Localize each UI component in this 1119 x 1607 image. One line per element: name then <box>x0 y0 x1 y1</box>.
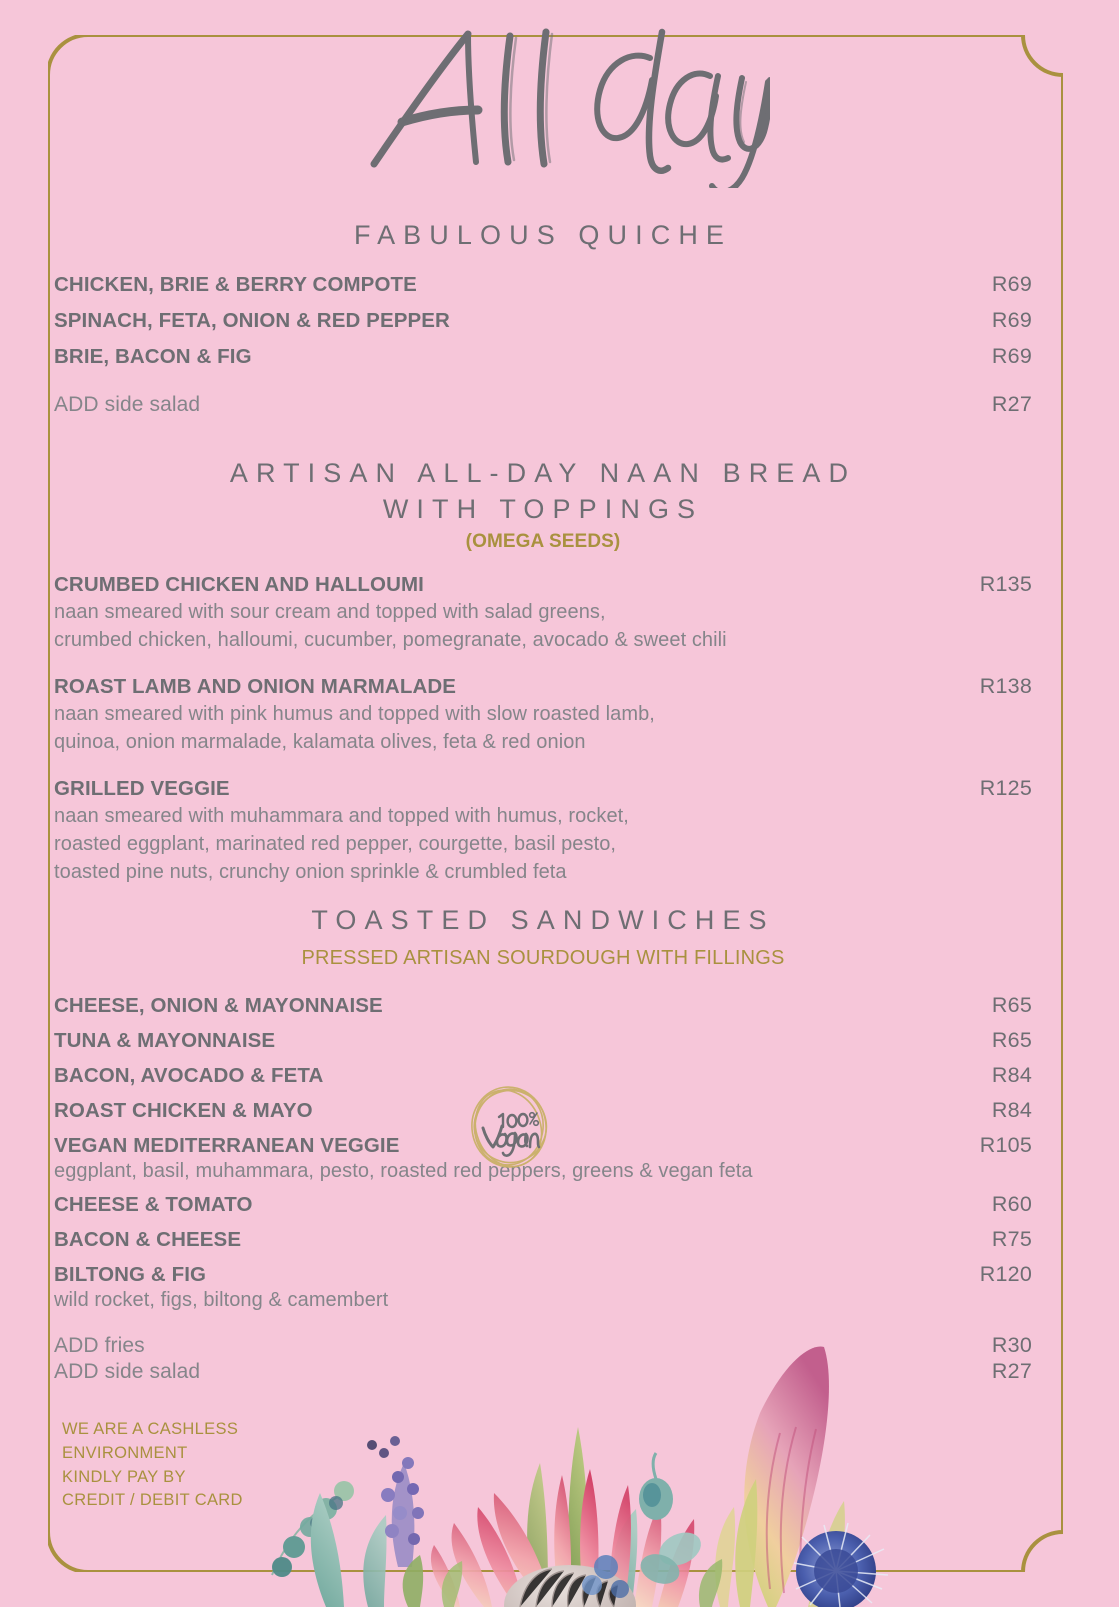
item-name: ROAST CHICKEN & MAYO <box>54 1099 313 1122</box>
section-heading-naan-line1: ARTISAN ALL-DAY NAAN BREAD <box>229 458 857 488</box>
item-price: R125 <box>979 776 1032 800</box>
vegan-badge-icon <box>459 1077 559 1177</box>
item-name: TUNA & MAYONNAISE <box>54 1029 276 1052</box>
item-price: R84 <box>991 1098 1032 1122</box>
section-heading-quiche: FABULOUS QUICHE <box>353 220 733 250</box>
item-name: GRILLED VEGGIE <box>54 777 230 800</box>
item-name: CRUMBED CHICKEN AND HALLOUMI <box>54 573 424 596</box>
item-price: R65 <box>991 993 1032 1017</box>
addon-price: R27 <box>991 1359 1032 1383</box>
menu-item[interactable] <box>54 776 1032 885</box>
item-name: BACON, AVOCADO & FETA <box>54 1064 324 1087</box>
addon-row[interactable] <box>54 392 1032 417</box>
menu-item[interactable] <box>54 572 1032 653</box>
addon-name: ADD side salad <box>54 393 201 416</box>
item-name: ROAST LAMB AND ONION MARMALADE <box>54 675 457 698</box>
item-name: BACON & CHEESE <box>54 1228 242 1251</box>
item-description-line: naan smeared with sour cream and topped with salad greens, <box>54 601 606 623</box>
cashless-notice-line: WE ARE A CASHLESS <box>62 1420 239 1438</box>
menu-row[interactable] <box>54 344 1032 369</box>
section-subheading-sourdough: PRESSED ARTISAN SOURDOUGH WITH FILLINGS <box>301 946 785 969</box>
menu-row[interactable] <box>54 272 1032 297</box>
item-name: SPINACH, FETA, ONION & RED PEPPER <box>54 309 450 332</box>
item-price: R69 <box>991 308 1032 332</box>
item-price: R105 <box>979 1133 1032 1157</box>
item-name: BRIE, BACON & FIG <box>54 345 252 368</box>
menu-row[interactable] <box>54 308 1032 333</box>
item-description-line: eggplant, basil, muhammara, pesto, roasted red peppers, greens & vegan feta <box>54 1160 753 1182</box>
addon-row[interactable] <box>54 1333 1032 1358</box>
item-name: BILTONG & FIG <box>54 1263 207 1286</box>
addon-price: R27 <box>991 392 1032 416</box>
menu-item[interactable] <box>54 1262 1032 1313</box>
addon-name: ADD side salad <box>54 1360 201 1383</box>
item-description-line: crumbed chicken, halloumi, cucumber, pomegranate, avocado & sweet chili <box>54 629 727 651</box>
menu-row[interactable] <box>54 1227 1032 1252</box>
section-heading-toasted: TOASTED SANDWICHES <box>311 905 775 935</box>
item-price: R135 <box>979 572 1032 596</box>
page-title <box>0 18 1119 188</box>
item-description-line: toasted pine nuts, crunchy onion sprinkle & crumbled feta <box>54 861 567 883</box>
toasted-list <box>54 993 1032 1384</box>
item-name: CHEESE & TOMATO <box>54 1193 253 1216</box>
addon-price: R30 <box>991 1333 1032 1357</box>
item-price: R69 <box>991 272 1032 296</box>
menu-row[interactable] <box>54 1028 1032 1053</box>
item-price: R138 <box>979 674 1032 698</box>
item-price: R75 <box>991 1227 1032 1251</box>
item-price: R65 <box>991 1028 1032 1052</box>
section-subheading-omega-seeds: (OMEGA SEEDS) <box>465 531 621 553</box>
item-price: R84 <box>991 1063 1032 1087</box>
item-description-line: naan smeared with muhammara and topped with humus, rocket, <box>54 805 629 827</box>
item-description-line: wild rocket, figs, biltong & camembert <box>54 1289 389 1311</box>
item-description-line: quinoa, onion marmalade, kalamata olives, feta & red onion <box>54 731 586 753</box>
cashless-notice-line: KINDLY PAY BY <box>62 1467 186 1486</box>
item-description-line: roasted eggplant, marinated red pepper, courgette, basil pesto, <box>54 833 617 855</box>
item-price: R69 <box>991 344 1032 368</box>
item-description-line: naan smeared with pink humus and topped with slow roasted lamb, <box>54 703 655 725</box>
item-price: R120 <box>979 1262 1032 1286</box>
menu-row[interactable] <box>54 993 1032 1018</box>
cashless-notice-line: ENVIRONMENT <box>62 1443 188 1462</box>
menu-row[interactable] <box>54 1192 1032 1217</box>
section-heading-naan-line2: WITH TOPPINGS <box>382 493 704 524</box>
item-name: CHEESE, ONION & MAYONNAISE <box>54 994 383 1017</box>
item-name: CHICKEN, BRIE & BERRY COMPOTE <box>54 273 417 296</box>
naan-list <box>54 572 1032 906</box>
menu-item[interactable] <box>54 674 1032 755</box>
item-price: R60 <box>991 1192 1032 1216</box>
cashless-notice <box>62 1418 243 1513</box>
cashless-notice-line: CREDIT / DEBIT CARD <box>62 1491 243 1510</box>
addon-name: ADD fries <box>54 1334 145 1357</box>
quiche-list <box>54 272 1032 417</box>
addon-row[interactable] <box>54 1359 1032 1384</box>
item-name: VEGAN MEDITERRANEAN VEGGIE <box>54 1134 400 1157</box>
